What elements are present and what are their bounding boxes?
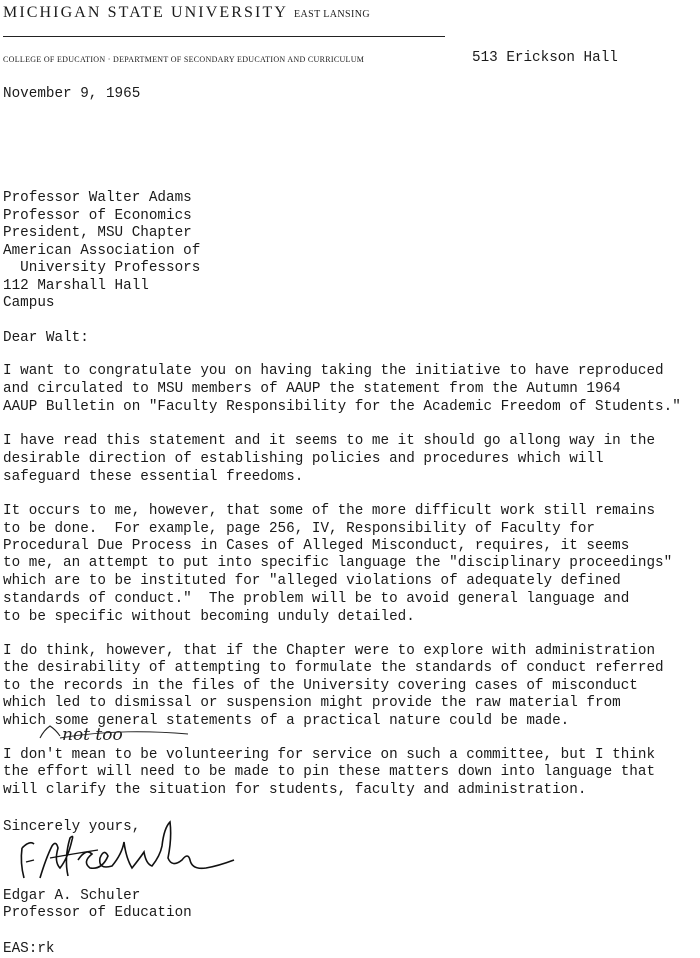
body-line: I have read this statement and it seems to me it should go allong way in the	[3, 433, 656, 449]
body-line: the desirability of attempting to formulate the standards of conduct referred	[3, 660, 664, 676]
body-line: safeguard these essential freedoms.	[3, 469, 304, 485]
body-line: I do think, however, that if the Chapter were to explore with administration	[3, 643, 656, 659]
body-line: I don't mean to be volunteering for service on such a committee, but I think	[3, 747, 656, 763]
recipient-line: University Professors	[3, 260, 201, 276]
body-line: the effort will need to be made to pin these matters down into language that	[3, 764, 656, 780]
university-location: EAST LANSING	[293, 9, 370, 20]
body-line: which some general statements of a practical nature could be made.	[3, 713, 570, 729]
letterhead-university	[3, 4, 370, 22]
body-line: to me, an attempt to put into specific language the "disciplinary proceedings"	[3, 555, 673, 571]
typist-initials: EAS:rk	[3, 941, 55, 957]
salutation: Dear Walt:	[3, 330, 89, 346]
body-line: to be specific without becoming unduly detailed.	[3, 609, 415, 625]
body-line: to be done. For example, page 256, IV, Responsibility of Faculty for	[3, 521, 595, 537]
closing: Sincerely yours,	[3, 819, 141, 835]
signer-title: Professor of Education	[3, 905, 192, 921]
body-line: AAUP Bulletin on "Faculty Responsibility for the Academic Freedom of Students."	[3, 399, 681, 415]
handwritten-insert-text: not too	[62, 725, 123, 745]
body-line: It occurs to me, however, that some of the more difficult work still remains	[3, 503, 656, 519]
signer-name: Edgar A. Schuler	[3, 888, 141, 904]
university-name: MICHIGAN STATE UNIVERSITY	[3, 4, 288, 21]
recipient-line: President, MSU Chapter	[3, 225, 192, 241]
body-line: which led to dismissal or suspension might provide the raw material from	[3, 695, 621, 711]
letterhead-address: 513 Erickson Hall	[472, 50, 618, 66]
recipient-line: 112 Marshall Hall	[3, 277, 149, 294]
recipient-line: Professor of Economics	[3, 207, 192, 224]
recipient-line: American Association of	[3, 242, 201, 259]
body-line: Procedural Due Process in Cases of Alleged Misconduct, requires, it seems	[3, 538, 630, 554]
letter-date: November 9, 1965	[3, 86, 141, 102]
body-line: I want to congratulate you on having taking the initiative to have reproduced	[3, 363, 664, 379]
letterhead-rule	[3, 36, 445, 37]
body-line: to the records in the files of the University covering cases of misconduct	[3, 678, 638, 694]
letterhead-college-line: COLLEGE OF EDUCATION · DEPARTMENT OF SECONDARY EDUCATION AND CURRICULUM	[3, 55, 365, 64]
body-line: desirable direction of establishing policies and procedures which will	[3, 451, 604, 467]
recipient-line: Campus	[3, 295, 55, 311]
body-line: will clarify the situation for students, faculty and administration.	[3, 782, 587, 798]
body-line: and circulated to MSU members of AAUP the statement from the Autumn 1964	[3, 381, 621, 397]
body-line: standards of conduct." The problem will be to avoid general language and	[3, 591, 630, 607]
body-line: which are to be instituted for "alleged violations of adequately defined	[3, 573, 621, 589]
signature-image	[12, 818, 242, 890]
recipient-line: Professor Walter Adams	[3, 190, 192, 206]
